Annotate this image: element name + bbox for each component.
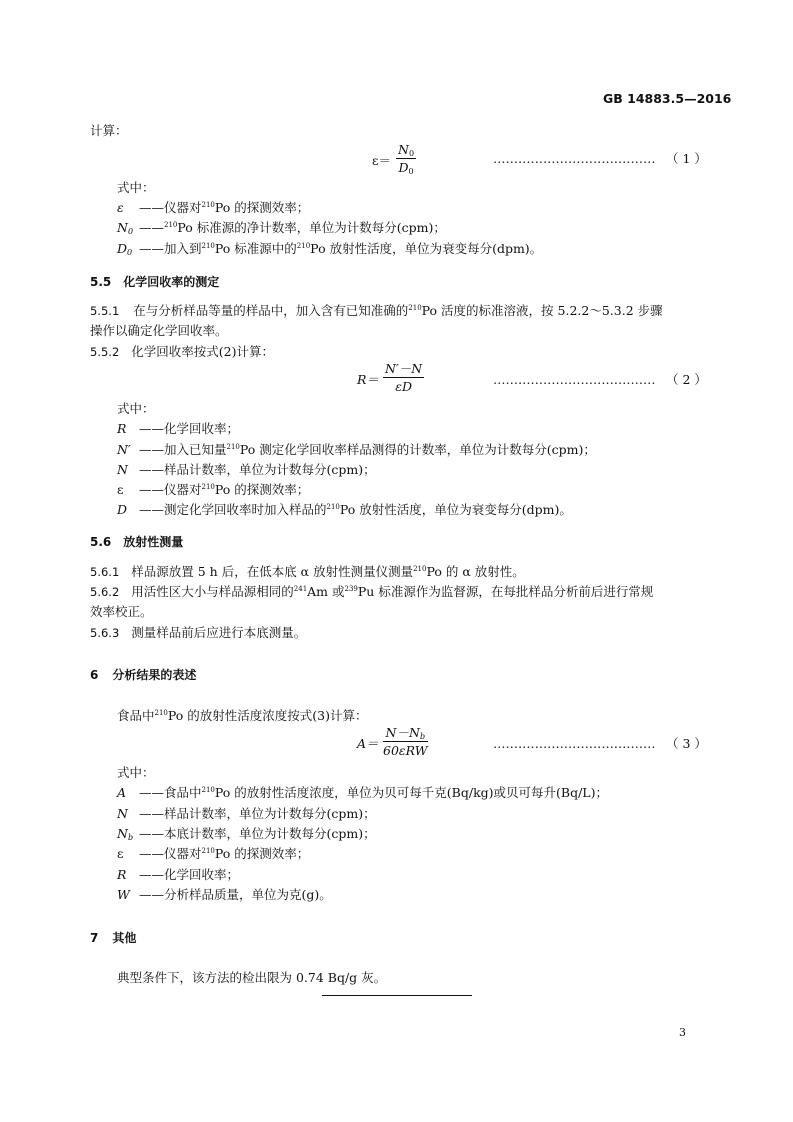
- calc-label: 计算：: [90, 123, 128, 138]
- isotope-sup: 210: [154, 709, 168, 717]
- def3-eps: [117, 845, 309, 863]
- def3-r: [117, 866, 239, 884]
- eq1-dots: …………………………………: [493, 151, 656, 166]
- def-symbol: N: [117, 806, 128, 821]
- def-symbol: R: [117, 421, 127, 436]
- isotope-sup: 210: [201, 786, 215, 794]
- eq3-fraction: [383, 726, 428, 758]
- isotope-sup: 210: [201, 201, 215, 209]
- eq1-label: （ 1 ）: [666, 151, 707, 166]
- para-5-6-3: [90, 624, 306, 642]
- def1-d0: [117, 240, 542, 258]
- clause-text: Pu 标准源作为监督源，在每批样品分析前后进行常规: [357, 584, 654, 599]
- def-text: Po 标准源的净计数率，单位为计数每分(cpm)；: [177, 220, 446, 235]
- isotope-sup: 239: [344, 585, 358, 593]
- clause-text: Po 的放射性活度浓度按式(3)计算：: [167, 708, 368, 723]
- eq3-den: 60εRW: [383, 743, 428, 758]
- eq2-dots: …………………………………: [493, 372, 656, 387]
- def-text: Po 测定化学回收率样品测得的计数率，单位为计数每分(cpm)；: [239, 442, 596, 457]
- para-5-6-2: [90, 583, 653, 601]
- para-5-6-2-cont: 效率校正。: [90, 604, 153, 619]
- eq1-fraction: [396, 143, 416, 175]
- clause-number: 5.5.1: [90, 304, 120, 318]
- section-number: 6: [90, 668, 99, 682]
- def-text: Po 的探测效率；: [214, 846, 310, 861]
- eq2-label: （ 2 ）: [666, 372, 707, 387]
- clause-text: 食品中: [117, 708, 155, 723]
- def1-n0: [117, 219, 446, 237]
- def-symbol: N: [117, 462, 128, 477]
- eq1-den-sub: 0: [408, 167, 414, 176]
- def-symbol: N: [117, 220, 128, 235]
- def-text: ——化学回收率；: [139, 867, 240, 882]
- def-symbol: D: [117, 241, 128, 256]
- def-text: ——样品计数率，单位为计数每分(cpm)；: [139, 806, 376, 821]
- def-text: ——加入到: [139, 241, 202, 256]
- def-text: ——化学回收率；: [139, 421, 240, 436]
- where-2: 式中：: [117, 401, 155, 416]
- section-number: 5.6: [90, 535, 112, 549]
- clause-text: 样品源放置 5 h 后，在低本底 α 放射性测量仪测量: [131, 564, 414, 579]
- isotope-sup: 241: [293, 585, 308, 593]
- def2-eps: [117, 481, 309, 499]
- clause-text: 化学回收率按式(2)计算：: [131, 344, 274, 359]
- where-1: 式中：: [117, 180, 155, 195]
- clause-text: 测量样品前后应进行本底测量。: [131, 625, 307, 640]
- eq3-num-sub: b: [419, 732, 426, 741]
- clause-text: 在与分析样品等量的样品中，加入含有已知准确的: [133, 303, 409, 318]
- def-text: ——仪器对: [139, 482, 202, 497]
- def-symbol: A: [117, 785, 127, 800]
- def2-r: [117, 420, 239, 438]
- section-number: 5.5: [90, 275, 112, 289]
- section-title: 化学回收率的测定: [123, 275, 220, 289]
- def-symbol: ε: [117, 482, 124, 497]
- def-text: Po 的探测效率；: [214, 482, 310, 497]
- def-text: ——样品计数率，单位为计数每分(cpm)；: [139, 462, 376, 477]
- eq1-num-sub: 0: [408, 149, 415, 158]
- eq1-den: D: [398, 160, 409, 175]
- def-text: ——: [139, 220, 164, 235]
- page-number: 3: [679, 1026, 686, 1039]
- section-7-heading: [90, 929, 136, 946]
- def1-eps: [117, 199, 309, 217]
- para-7: 典型条件下，该方法的检出限为 0.74 Bq/g 灰。: [117, 970, 387, 985]
- para-5-5-1-cont: 操作以确定化学回收率。: [90, 323, 228, 338]
- def3-a: [117, 784, 608, 802]
- clause-text: 用活性区大小与样品源相同的: [131, 584, 294, 599]
- def-symbol: W: [117, 887, 130, 902]
- def-text: ——食品中: [139, 785, 202, 800]
- clause-number: 5.6.3: [90, 626, 120, 640]
- isotope-sup: 210: [201, 483, 215, 491]
- isotope-sup: 210: [296, 242, 311, 250]
- def2-nprime: [117, 441, 596, 459]
- section-title: 其他: [112, 931, 137, 945]
- eq2-fraction: [383, 362, 424, 394]
- eq2-lhs: R＝: [357, 372, 379, 387]
- def3-nb: [117, 825, 376, 843]
- para-6: [117, 707, 368, 725]
- eq3-label: （ 3 ）: [666, 736, 707, 751]
- section-6-heading: [90, 666, 196, 683]
- def-symbol: ε: [117, 846, 124, 861]
- eq1-num: N: [398, 142, 409, 157]
- eq3-num: N－N: [385, 725, 420, 740]
- isotope-sup: 210: [164, 221, 178, 229]
- isotope-sup: 210: [201, 847, 215, 855]
- def-text: ——分析样品质量，单位为克(g)。: [139, 887, 332, 902]
- def-symbol-sub: 0: [127, 248, 133, 257]
- section-5-6-heading: [90, 533, 183, 550]
- eq1-lhs: ε＝: [372, 153, 391, 168]
- eq2-den: εD: [395, 379, 412, 394]
- def-symbol: D: [117, 502, 128, 517]
- def-text: ——加入已知量: [139, 442, 227, 457]
- def-text: Po 的探测效率；: [214, 200, 310, 215]
- clause-text: Po 的 α 放射性。: [426, 564, 525, 579]
- def-text: ——测定化学回收率时加入样品的: [139, 502, 327, 517]
- section-title: 分析结果的表述: [112, 668, 197, 682]
- isotope-sup: 210: [201, 242, 215, 250]
- def3-n: [117, 805, 376, 823]
- def-text: Po 放射性活度，单位为衰变每分(dpm)。: [310, 241, 543, 256]
- eq2-num: N′－N: [385, 361, 423, 376]
- def-text: ——仪器对: [139, 846, 202, 861]
- section-title: 放射性测量: [123, 535, 184, 549]
- def-symbol-sub: 0: [127, 227, 134, 236]
- isotope-sup: 210: [413, 565, 427, 573]
- clause-number: 5.5.2: [90, 345, 120, 359]
- section-number: 7: [90, 931, 99, 945]
- def-text: ——仪器对: [139, 200, 202, 215]
- def-text: Po 标准源中的: [214, 241, 297, 256]
- isotope-sup: 210: [326, 503, 340, 511]
- def-symbol-sub: b: [127, 833, 134, 842]
- clause-text: Am 或: [307, 584, 345, 599]
- end-rule: [322, 995, 472, 996]
- standard-number: GB 14883.5—2016: [603, 91, 732, 106]
- def-text: Po 放射性活度，单位为衰变每分(dpm)。: [339, 502, 572, 517]
- eq3-lhs: A＝: [357, 736, 379, 751]
- def3-w: [117, 886, 332, 904]
- def2-n: [117, 461, 376, 479]
- def-symbol: N: [117, 826, 128, 841]
- para-5-6-1: [90, 563, 525, 581]
- def-symbol: R: [117, 867, 127, 882]
- clause-number: 5.6.2: [90, 585, 120, 599]
- def-symbol: ε: [117, 200, 124, 215]
- para-5-5-1: [90, 302, 663, 320]
- where-3: 式中：: [117, 765, 155, 780]
- para-5-5-2: [90, 343, 274, 361]
- def2-d: [117, 501, 572, 519]
- def-text: Po 的放射性活度浓度，单位为贝可每千克(Bq/kg)或贝可每升(Bq/L)；: [214, 785, 608, 800]
- section-5-5-heading: [90, 273, 219, 290]
- clause-number: 5.6.1: [90, 565, 120, 579]
- def-text: ——本底计数率，单位为计数每分(cpm)；: [139, 826, 376, 841]
- isotope-sup: 210: [408, 304, 422, 312]
- def-symbol: N′: [117, 442, 131, 457]
- isotope-sup: 210: [226, 443, 240, 451]
- clause-text: Po 活度的标准溶液，按 5.2.2～5.3.2 步骤: [421, 303, 663, 318]
- eq3-dots: …………………………………: [493, 736, 656, 751]
